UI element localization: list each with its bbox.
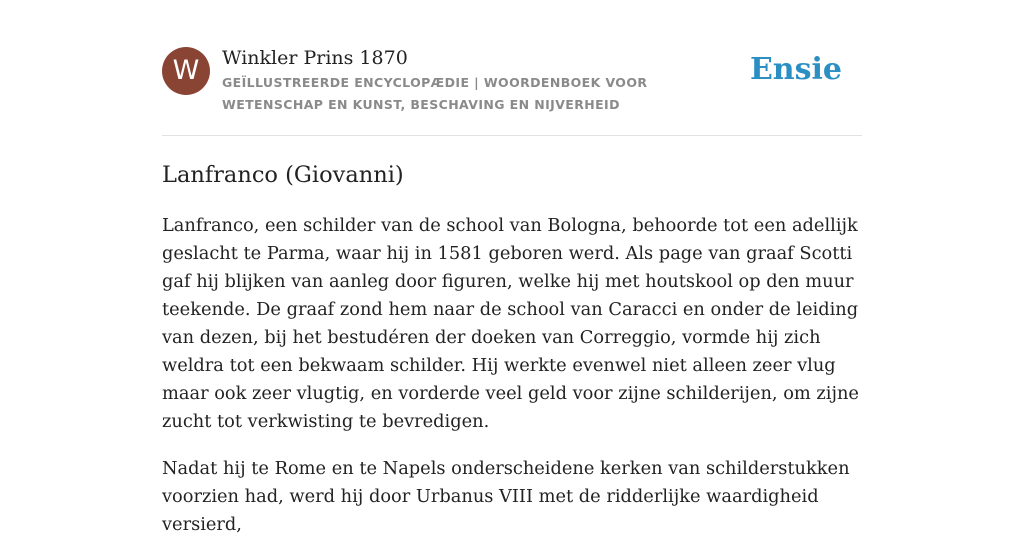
source-avatar[interactable]: W: [162, 47, 210, 95]
article-title: Lanfranco (Giovanni): [162, 162, 404, 188]
source-subtitle: GEÏLLUSTREERDE ENCYCLOPÆDIE | WOORDENBOEK VOOR WETENSCHAP EN KUNST, BESCHAVING EN NIJVERHEID: [222, 75, 648, 112]
article-paragraph: Lanfranco, een schilder van de school van Bologna, behoorde tot een adellijk geslacht te Parma, waar hij in 1581 geboren werd. Als page van graaf Scotti gaf hij blijken van aanleg door figuren, welke hij met houtskool op den muur teekende. De graaf zond hem naar de school van Caracci en onder de leiding van dezen, bij het bestudéren der doeken van Correggio, vormde hij zich weldra tot een bekwaam schilder. Hij werkte evenwel niet alleen zeer vlug maar ook zeer vlugtig, en vorderde veel geld voor zijne schilderijen, om zijne zucht tot verkwisting te bevredigen.: [162, 215, 859, 432]
ensie-logo-link[interactable]: Ensie: [749, 52, 842, 87]
source-header: [162, 46, 862, 116]
header-divider: [162, 135, 862, 136]
article-body: [162, 212, 867, 558]
article-paragraph: Nadat hij te Rome en te Napels onderscheidene kerken van schilderstukken voorzien had, werd hij door Urbanus VIII met de ridderlijke waardigheid versierd,: [162, 458, 850, 535]
source-title[interactable]: Winkler Prins 1870: [222, 47, 408, 69]
